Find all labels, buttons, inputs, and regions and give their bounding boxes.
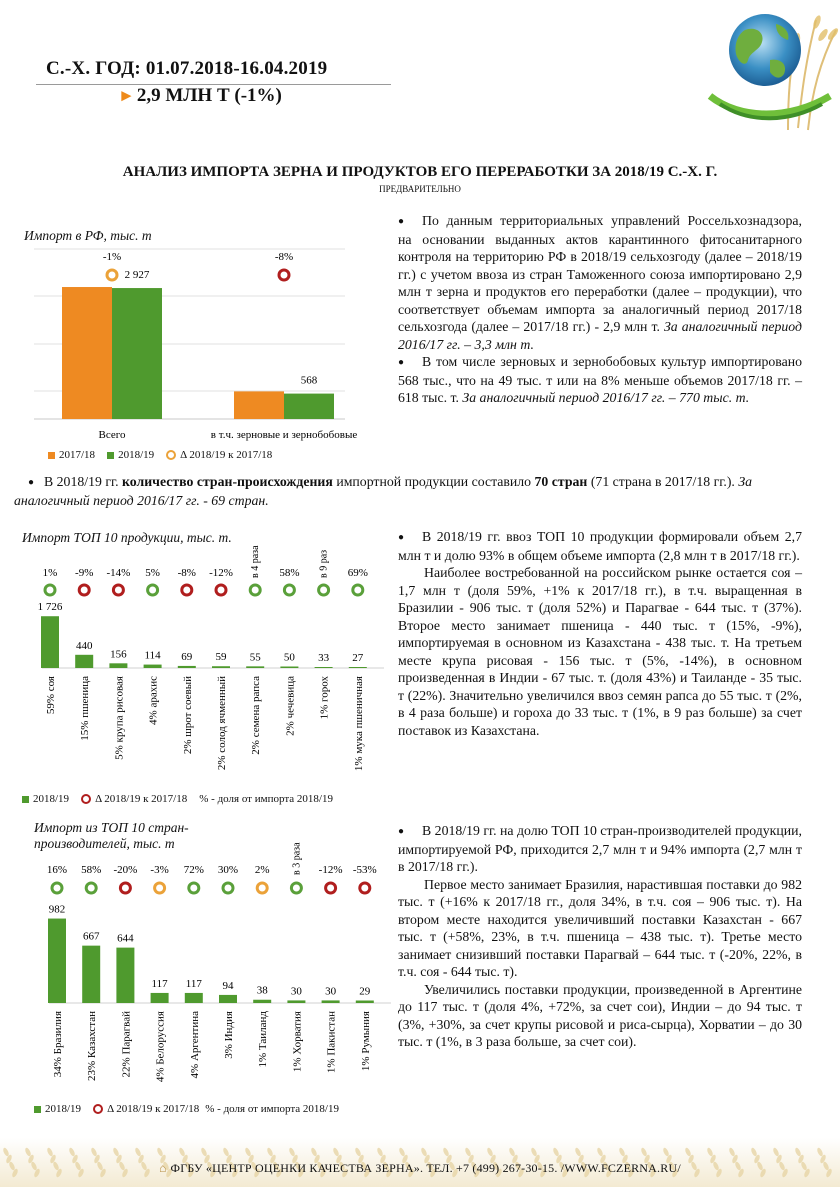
value-label: 114 (144, 649, 161, 662)
category-label: 4% арахис (147, 676, 160, 725)
value-label: 117 (185, 977, 202, 990)
bar-2017-18 (62, 287, 112, 419)
value-label: 1 726 (37, 601, 63, 614)
value-label: 69 (181, 650, 193, 663)
delta-ring-marker (148, 585, 158, 595)
delta-ring-marker (120, 883, 130, 893)
section3-paragraph1: ● В 2018/19 гг. ввоз ТОП 10 продукции формировали объем 2,7 млн т и долю 93% в общем объеме импорта (2,8 млн т в 2017/18 гг.). (398, 529, 802, 563)
delta-ring-marker (291, 883, 301, 893)
category-label: 2% солод ячменный (216, 676, 228, 771)
category-label: 2% чечевица (284, 676, 297, 736)
category-label: 4% Аргентина (188, 1011, 201, 1079)
document-note: ПРЕДВАРИТЕЛЬНО (379, 184, 461, 194)
delta-ring-marker (155, 883, 165, 893)
bar (41, 616, 59, 668)
delta-ring-marker (284, 585, 294, 595)
legend-item-2018-19: 2018/19 (34, 1103, 81, 1115)
delta-ring-marker (45, 585, 55, 595)
delta-ring-marker (279, 270, 289, 280)
bar (322, 1000, 340, 1003)
category-label: 2% семена рапса (250, 676, 263, 755)
delta-label: 58% (279, 567, 300, 579)
section4-text (398, 822, 802, 1051)
bar (144, 665, 162, 668)
legend-item-delta: Δ 2018/19 к 2017/18 (166, 449, 272, 461)
category-label: 3% Индия (223, 1011, 235, 1059)
bar-2018-19 (284, 394, 334, 419)
green-swatch-icon (22, 796, 29, 803)
delta-label: 69% (347, 567, 368, 579)
bar (185, 993, 203, 1003)
category-label: 23% Казахстан (86, 1011, 99, 1081)
bullet-icon: ● (398, 357, 405, 368)
delta-label: -53% (352, 864, 377, 876)
category-label: 1% Пакистан (325, 1011, 338, 1074)
category-label: 2% шрот соевый (181, 676, 194, 755)
value-label: 2 927 (124, 269, 150, 282)
value-label: 30 (325, 985, 337, 998)
value-label: 55 (249, 651, 261, 664)
delta-ring-marker (360, 883, 370, 893)
delta-label: 2% (254, 864, 270, 876)
subtitle-text: 2,9 МЛН Т (-1%) (136, 85, 282, 106)
bar (212, 666, 230, 668)
category-label: 1% горох (318, 676, 331, 720)
legend-item-share: % - доля от импорта 2018/19 (205, 1103, 339, 1115)
section1-paragraph1: ● По данным территориальных управлений Россельхознадзора, на основании выданных актов карантинного фитосанитарного контроля на территорию РФ в 2018/19 сельхозгоду (далее – 2018/19 гг.) с учетом ввоза из стран Таможенного союза импортировано 2,9 млн т зерна и продуктов его переработки (далее – продукции), что соответствует объемам импорта за аналогичный период 2017/18 сельхозгода (далее – 2017/18 гг.) - 2,9 млн т. За аналогичный период 2016/17 гг. – 3,3 млн т. (398, 213, 802, 352)
delta-label: 58% (81, 864, 102, 876)
section4-paragraph1: ● В 2018/19 гг. на долю ТОП 10 стран-производителей продукции, импортируемой РФ, приходится 2,7 млн т и 94% импорта (2,7 млн т в 2017/18 гг.). (398, 823, 802, 874)
delta-ring-marker (353, 585, 363, 595)
value-label: 667 (82, 930, 100, 943)
delta-label: в 3 раза (291, 842, 303, 875)
bar (82, 946, 100, 1003)
delta-ring-marker (182, 585, 192, 595)
delta-ring-marker (319, 585, 329, 595)
globe-logo-icon (690, 0, 840, 135)
delta-ring-marker (223, 883, 233, 893)
bar (109, 663, 127, 668)
category-label: 34% Бразилия (52, 1011, 64, 1078)
orange-swatch-icon (48, 452, 55, 459)
section4-paragraph2: Первое место занимает Бразилия, нарастившая поставки до 982 тыс. т (+16% к 2017/18 гг., доля 34%, в т.ч. соя – 906 тыс. т). На втором месте находится увеличивший поставки Казахстан - 667 тыс. т (+58%, 23%, в т.ч. пшеница – 438 тыс. т). Третье место занимает снизивший поставки Парагвай – 644 тыс. т (-20%, 22%, в т.ч. соя - 644 тыс. т). (398, 876, 802, 979)
category-label: 5% крупа рисовая (113, 676, 126, 760)
delta-label: в 4 раза (250, 545, 262, 578)
value-label: 156 (110, 648, 127, 661)
delta-ring-marker (79, 585, 89, 595)
legend-item-share: % - доля от импорта 2018/19 (199, 793, 333, 805)
category-label: 1% мука пшеничная (352, 676, 365, 772)
bar (315, 667, 333, 668)
delta-ring-marker (189, 883, 199, 893)
bar-2017-18 (234, 391, 284, 419)
section1-paragraph2: ● В том числе зерновых и зернобобовых культур импортировано 568 тыс., что на 49 тыс. т или на 8% меньше объемов 2017/18 гг. – 618 тыс. т. За аналогичный период 2016/17 гг. – 770 тыс. т. (398, 354, 802, 405)
document-title: АНАЛИЗ ИМПОРТА ЗЕРНА И ПРОДУКТОВ ЕГО ПЕРЕРАБОТКИ ЗА 2018/19 С.-Х. Г. (122, 164, 718, 180)
chart1-legend (48, 449, 284, 461)
delta-ring-marker (52, 883, 62, 893)
delta-ring-marker (216, 585, 226, 595)
delta-ring-marker (113, 585, 123, 595)
value-label: 440 (75, 639, 93, 652)
value-label: 568 (300, 374, 318, 387)
bar (219, 995, 237, 1003)
delta-label: 30% (217, 864, 239, 876)
bullet-icon: ● (398, 826, 405, 837)
legend-item-delta: Δ 2018/19 к 2017/18 (81, 793, 187, 805)
delta-label: в 9 раз (318, 549, 330, 578)
value-label: 59 (215, 651, 227, 664)
value-label: 27 (352, 652, 364, 664)
house-icon: ⌂ (159, 1161, 167, 1175)
red-ring-icon (93, 1104, 103, 1114)
category-label: 1% Таиланд (257, 1011, 270, 1068)
category-label: 15% пшеница (79, 676, 92, 741)
delta-ring-marker (257, 883, 267, 893)
bullet-icon: ● (398, 216, 405, 227)
delta-label: -12% (318, 864, 343, 876)
value-label: 94 (222, 979, 234, 992)
value-label: 30 (290, 985, 302, 998)
orange-ring-icon (166, 450, 176, 460)
bar (48, 919, 66, 1003)
footer: ⌂ ФГБУ «ЦЕНТР ОЦЕНКИ КАЧЕСТВА ЗЕРНА». ТЕЛ. +7 (499) 267-30-15. /WWW.FCZERNA.RU/ (159, 1161, 681, 1175)
category-label: в т.ч. зерновые и зернобобовые (210, 429, 358, 441)
delta-ring-marker (326, 883, 336, 893)
bar (246, 666, 264, 668)
bullet-icon: ● (398, 532, 405, 543)
legend-item-2018-19: 2018/19 (107, 449, 154, 461)
delta-label: -14% (106, 567, 131, 579)
section4-paragraph3: Увеличились поставки продукции, произведенной в Аргентине до 117 тыс. т (доля 4%, +72%, за счет сои), Индии – до 94 тыс. т (3%, +30%, за счет крупы рисовой и риса-сырца), Хорватии – до 30 тыс. т (1%, в 3 раза больше, за счет сои). (398, 981, 802, 1049)
category-label: 1% Румыния (359, 1011, 372, 1072)
section3-text (398, 528, 802, 739)
value-label: 982 (48, 903, 66, 916)
delta-label: -20% (113, 864, 138, 876)
value-label: 50 (283, 651, 295, 664)
bar (349, 667, 367, 668)
bar (178, 666, 196, 668)
delta-label: 1% (42, 567, 58, 579)
bar (253, 1000, 271, 1003)
bar (151, 993, 169, 1003)
legend-item-2017-18: 2017/18 (48, 449, 95, 461)
legend-item-delta: Δ 2018/19 к 2017/18 (93, 1103, 199, 1115)
chart2-title: Импорт ТОП 10 продукции, тыс. т. (22, 530, 232, 545)
bar (116, 948, 134, 1003)
page-title: С.-Х. ГОД: 01.07.2018-16.04.2019 (46, 58, 328, 79)
chart3-legend (34, 1103, 351, 1115)
bullet-icon: ● (28, 477, 35, 488)
delta-label: -3% (150, 864, 169, 876)
delta-ring-marker (250, 585, 260, 595)
category-label: Всего (98, 429, 126, 441)
category-label: 1% Хорватия (291, 1011, 304, 1073)
chart2-legend (22, 793, 345, 805)
bar (280, 667, 298, 669)
delta-label: -12% (209, 567, 233, 579)
delta-label: 72% (183, 864, 204, 876)
legend-item-2018-19: 2018/19 (22, 793, 69, 805)
delta-label: 16% (46, 864, 68, 876)
value-label: 33 (318, 652, 330, 664)
delta-label: -9% (75, 567, 94, 579)
page-subtitle (118, 85, 282, 107)
section1-text (398, 212, 802, 407)
chart1-title: Импорт в РФ, тыс. т (24, 228, 152, 243)
triangle-marker-icon: ► (118, 86, 135, 105)
value-label: 644 (117, 932, 134, 945)
value-label: 117 (151, 977, 168, 990)
category-label: 22% Парагвай (120, 1011, 133, 1078)
chart3-title: Импорт из ТОП 10 стран-производителей, тыс. т (34, 820, 189, 851)
bar (287, 1000, 305, 1003)
category-label: 59% соя (45, 676, 57, 715)
delta-ring-marker (107, 270, 117, 280)
red-ring-icon (81, 794, 91, 804)
delta-label: -8% (274, 251, 294, 263)
green-swatch-icon (107, 452, 114, 459)
delta-label: -1% (102, 251, 122, 263)
bar (356, 1001, 374, 1003)
value-label: 38 (256, 984, 268, 997)
bar-2018-19 (112, 288, 162, 419)
countries-paragraph: ● В 2018/19 гг. количество стран-происхождения импортной продукции составило 70 стран (71 страна в 2017/18 гг.). За аналогичный период 2016/17 гг. - 69 стран. (14, 474, 753, 508)
delta-label: -8% (177, 567, 196, 579)
value-label: 29 (359, 985, 371, 998)
delta-ring-marker (86, 883, 96, 893)
delta-label: 5% (145, 567, 160, 579)
category-label: 4% Белоруссия (154, 1011, 167, 1083)
section3-paragraph2: Наиболее востребованной на российском рынке остается соя – 1,7 млн т (доля 59%, +1% к 2017/18 гг.), в т.ч. выращенная в Бразилии - 906 тыс. т (доля 52%) и Парагвае - 644 тыс. т (37%). Второе место занимает пшеница - 440 тыс. т (15%, -9%), импортируемая в основном из Казахстана - 438 тыс. т. На третьем месте крупа рисовая - 156 тыс. т (5%, -14%), в основном произведенная в Индии - 67 тыс. т. (доля 43%) и Таиланде - 35 тыс. т (22%). Значительно увеличился ввоз семян рапса до 55 тыс. т (2%, в 4 раза больше) и гороха до 33 тыс. т (1%, в 9 раз больше) за счет поставок из Казахстана. (398, 565, 802, 738)
bar (75, 655, 93, 668)
green-swatch-icon (34, 1106, 41, 1113)
